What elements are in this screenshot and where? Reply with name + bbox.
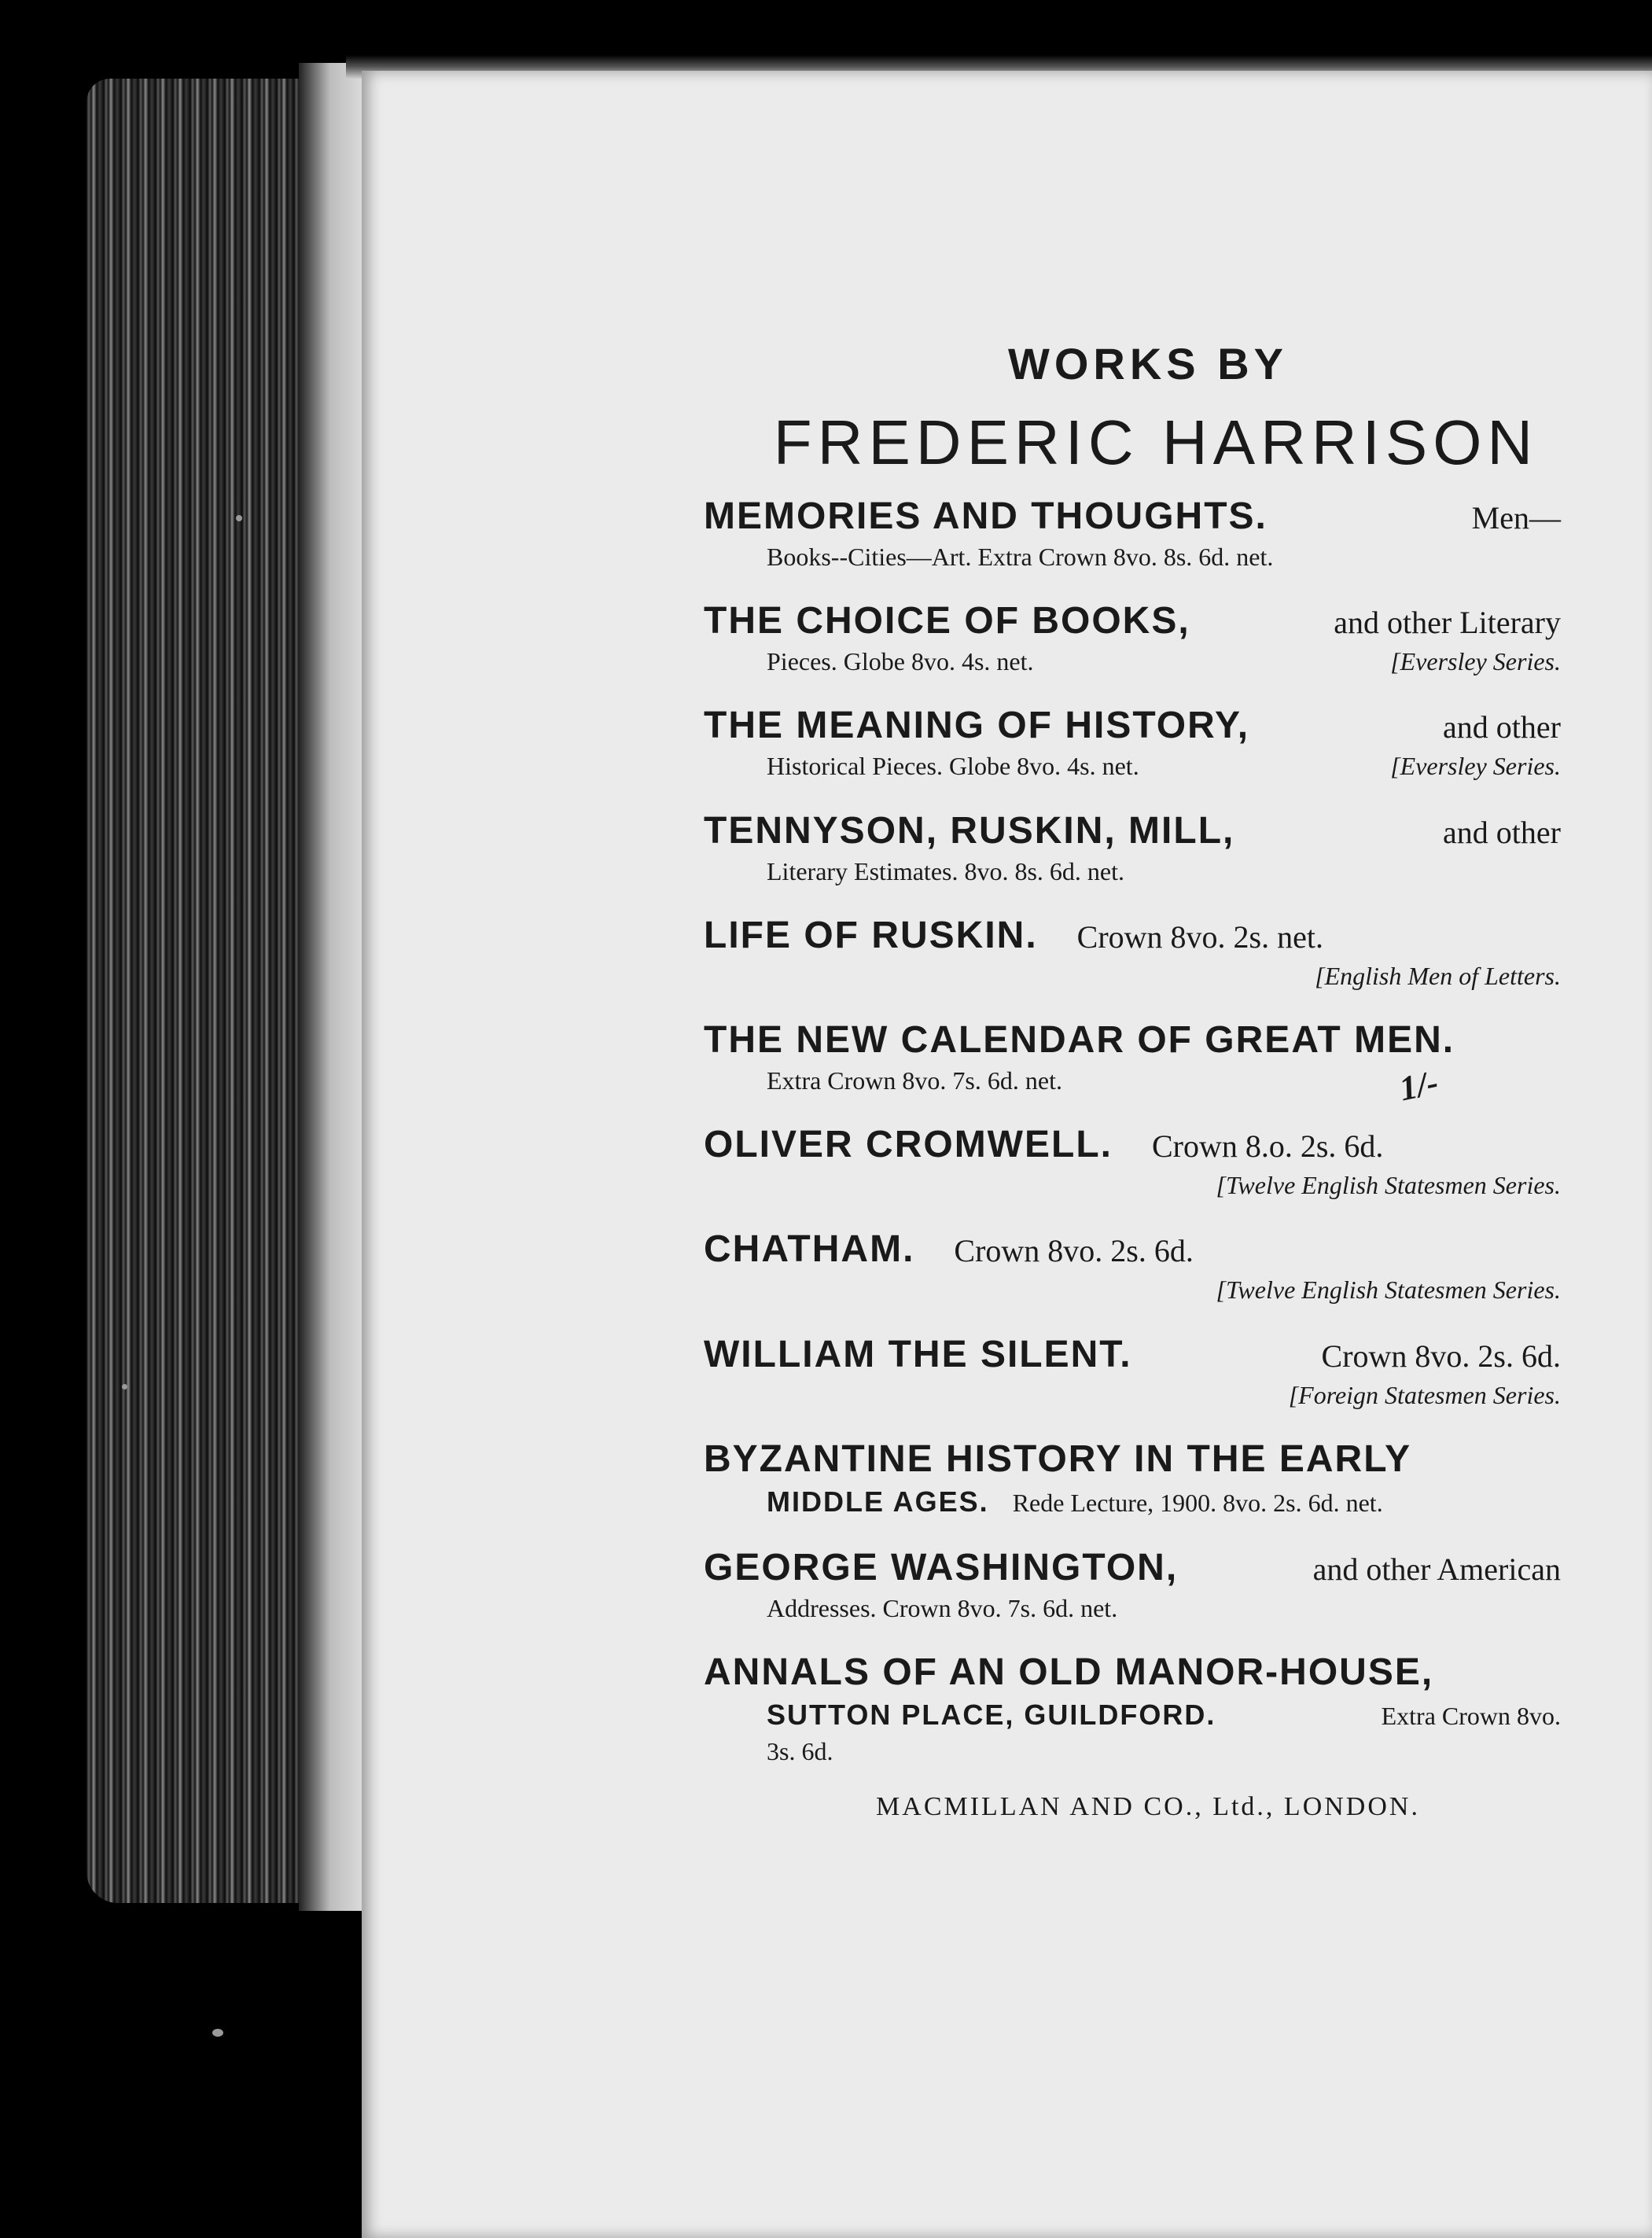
book-details: Extra Crown 8vo. 7s. 6d. net. <box>767 1066 1062 1095</box>
book-subtitle: MIDDLE AGES. <box>767 1485 989 1518</box>
book-details: Historical Pieces. Globe 8vo. 4s. net. <box>767 752 1139 781</box>
book-entry <box>704 1649 1561 1769</box>
book-subtitle: SUTTON PLACE, GUILDFORD. <box>767 1699 1216 1732</box>
book-title-trail: Men— <box>1471 500 1561 536</box>
book-details: Extra Crown 8vo. <box>1381 1702 1561 1731</box>
book-title-trail: and other American <box>1312 1552 1561 1588</box>
book-details: Pieces. Globe 8vo. 4s. net. <box>767 647 1034 676</box>
book-title: LIFE OF RUSKIN. <box>704 914 1038 956</box>
book-title: GEORGE WASHINGTON, <box>704 1547 1179 1589</box>
book-title: THE MEANING OF HISTORY, <box>704 705 1250 747</box>
book-entry <box>704 493 1561 574</box>
book-details: Addresses. Crown 8vo. 7s. 6d. net. <box>767 1594 1118 1623</box>
book-title: TENNYSON, RUSKIN, MILL, <box>704 809 1235 852</box>
publisher-imprint: MACMILLAN AND CO., Ltd., LONDON. <box>876 1792 1420 1822</box>
book-title-trail: and other <box>1443 814 1561 850</box>
book-series: [English Men of Letters. <box>1315 961 1561 990</box>
book-series: [Foreign Statesmen Series. <box>1288 1380 1561 1409</box>
book-title-trail: and other <box>1443 709 1561 745</box>
book-title-trail: Crown 8vo. 2s. 6d. <box>954 1233 1194 1269</box>
scan-speck <box>212 2029 223 2037</box>
book-title: ANNALS OF AN OLD MANOR-HOUSE, <box>704 1651 1434 1694</box>
book-series: [Eversley Series. <box>1390 647 1561 676</box>
book-entry <box>704 1226 1561 1307</box>
book-entry <box>704 808 1561 889</box>
book-title: OLIVER CROMWELL. <box>704 1124 1113 1166</box>
book-entry <box>704 1436 1561 1522</box>
book-entry <box>704 702 1561 783</box>
heading-works-by: WORKS BY <box>1008 339 1288 388</box>
scan-speck <box>236 515 242 521</box>
book-entry <box>704 1331 1561 1412</box>
book-details: Rede Lecture, 1900. 8vo. 2s. 6d. net. <box>1012 1488 1383 1517</box>
book-title-trail: Crown 8.o. 2s. 6d. <box>1151 1128 1384 1165</box>
book-series: [Twelve English Statesmen Series. <box>1216 1171 1561 1200</box>
book-series: [Twelve English Statesmen Series. <box>1216 1275 1561 1305</box>
book-title: MEMORIES AND THOUGHTS. <box>704 495 1268 537</box>
scan-speck <box>122 1384 127 1390</box>
book-title-trail: Crown 8vo. 2s. net. <box>1076 918 1323 955</box>
book-title: THE CHOICE OF BOOKS, <box>704 600 1190 642</box>
book-series: [Eversley Series. <box>1390 752 1561 781</box>
book-details-price: 3s. 6d. <box>767 1737 833 1766</box>
handwritten-price-note: 1/- <box>1396 1062 1442 1109</box>
book-title: CHATHAM. <box>704 1228 915 1271</box>
book-entry <box>704 912 1561 993</box>
book-title: THE NEW CALENDAR OF GREAT MEN. <box>704 1018 1455 1061</box>
book-title: WILLIAM THE SILENT. <box>704 1333 1132 1375</box>
heading-author: FREDERIC HARRISON <box>773 407 1539 477</box>
book-entry <box>704 1544 1561 1625</box>
book-title: BYZANTINE HISTORY IN THE EARLY <box>704 1437 1412 1480</box>
book-details: Books--Cities—Art. Extra Crown 8vo. 8s. 6d. net. <box>767 543 1274 571</box>
book-title-trail: and other Literary <box>1334 605 1561 641</box>
book-title-trail: Crown 8vo. 2s. 6d. <box>1321 1338 1561 1374</box>
book-details: Literary Estimates. 8vo. 8s. 6d. net. <box>767 856 1125 885</box>
book-entry <box>704 598 1561 679</box>
book-entry <box>704 1121 1561 1202</box>
